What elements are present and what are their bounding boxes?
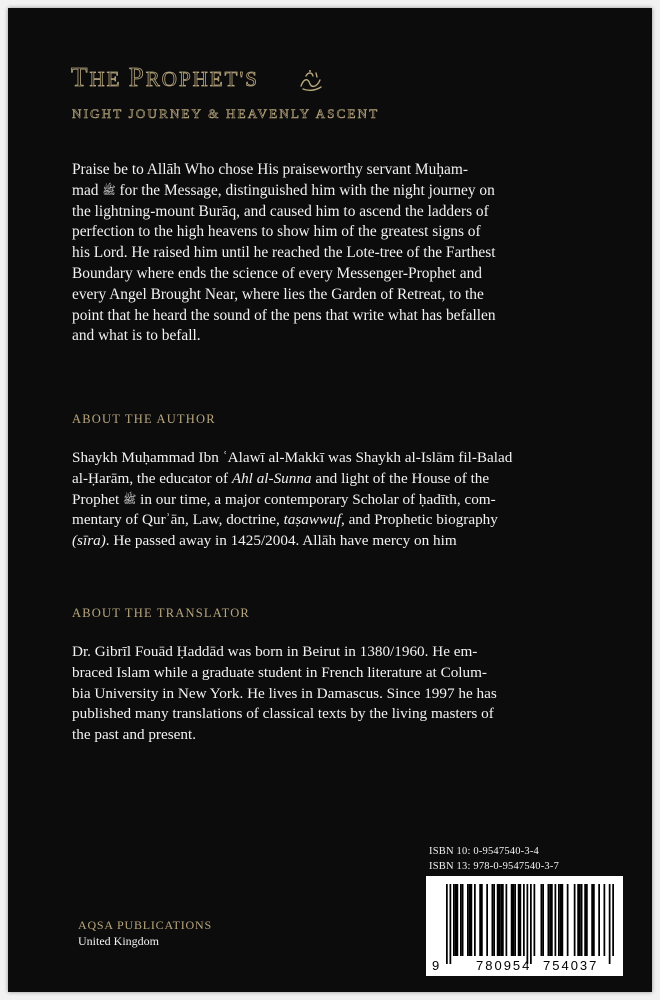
salutation-glyph: ﷺ — [102, 184, 116, 197]
barcode-bar — [574, 884, 576, 956]
barcode-bar — [467, 884, 469, 956]
barcode-bar — [548, 884, 550, 956]
barcode-bar — [513, 884, 515, 956]
barcode-bar — [591, 884, 593, 956]
barcode-bar — [469, 884, 471, 956]
barcode-bar — [450, 884, 452, 964]
barcode-bar — [506, 884, 508, 956]
barcode-bar — [446, 884, 448, 964]
barcode-bar — [457, 884, 459, 956]
barcode-bar — [577, 884, 579, 956]
barcode-bar — [502, 884, 504, 956]
barcode-bar — [579, 884, 581, 956]
barcode-bar — [493, 884, 495, 956]
barcode-bar — [527, 884, 529, 964]
barcode-bar — [549, 884, 551, 956]
isbn-13: ISBN 13: 978-0-9547540-3-7 — [429, 861, 560, 872]
salutation-glyph: ﷺ — [123, 493, 137, 506]
barcode-bar — [486, 884, 488, 956]
barcode-bar — [500, 884, 502, 956]
barcode-digits-left: 780954 — [476, 958, 532, 973]
barcode-bar — [518, 884, 520, 956]
barcode-bar — [481, 884, 483, 956]
barcode-bar — [558, 884, 560, 956]
about-translator-heading: ABOUT THE TRANSLATOR — [72, 606, 250, 620]
about-translator-text: Dr. Gibrīl Fouād Ḥaddād was born in Beirut in 1380/1960. He em- braced Islam while a graduate student in French literature at Colum- bia University in New York. He lives in Damascus. Since 1997 he has published many translations of classical texts by the living masters of the past and present. — [72, 643, 497, 744]
barcode-bar — [598, 884, 600, 956]
barcode-bar — [462, 884, 464, 956]
barcode-bar — [523, 884, 525, 956]
barcode-bar — [492, 884, 494, 956]
barcode — [426, 876, 623, 976]
about-author-text: Shaykh Muḥammad Ibn ʿAlawī al-Makkī was Shaykh al-Islām fil-Balad al-Ḥarām, the educator of Ahl al-Sunna and light of the House of the Prophet ﷺ in our time, a major contemporary Scholar of ḥadīth, com- mentary of Qurʾān, Law, doctrine, taṣawwuf, and Prophetic biography (sīra). He passed away in 1425/2004. Allāh have mercy on him — [72, 449, 513, 550]
barcode-bar — [479, 884, 481, 956]
blurb-paragraph: Praise be to Allāh Who chose His praiseworthy servant Muḥam- mad ﷺ for the Message, distinguished him with the night journey on the lightning-mount Burāq, and caused him to ascend the ladders of perfection to the high heavens to show him of the greatest signs of his Lord. He raised him until he reached the Lote-tree of the Farthest Boundary where ends the science of every Messenger-Prophet and every Angel Brought Near, where lies the Garden of Retreat, to the point that he heard the sound of the pens that write what has befallen and what is to befall. — [72, 161, 496, 345]
barcode-bar — [530, 884, 532, 964]
barcode-bar — [604, 884, 606, 956]
barcode-bar — [511, 884, 513, 956]
salutation-calligraphy-icon — [298, 68, 324, 92]
barcode-bar — [471, 884, 473, 956]
barcode-bar — [453, 884, 455, 956]
barcode-bar — [542, 884, 544, 956]
about-author-heading: ABOUT THE AUTHOR — [72, 412, 216, 426]
barcode-digit-first: 9 — [432, 958, 440, 973]
barcode-bar — [562, 884, 564, 956]
barcode-bar — [560, 884, 562, 956]
barcode-graphic — [426, 876, 623, 976]
barcode-bar — [460, 884, 462, 956]
barcode-bar — [584, 884, 586, 956]
barcode-digits-right: 754037 — [543, 958, 599, 973]
barcode-bar — [534, 884, 536, 956]
publisher-name: AQSA PUBLICATIONS — [78, 918, 212, 932]
barcode-bar — [497, 884, 499, 956]
barcode-bar — [593, 884, 595, 956]
barcode-bar — [514, 884, 516, 956]
barcode-bar — [551, 884, 553, 956]
barcode-bar — [474, 884, 476, 956]
barcode-bar — [520, 884, 522, 956]
barcode-bar — [581, 884, 583, 956]
book-back-cover — [8, 8, 652, 992]
isbn-10: ISBN 10: 0-9547540-3-4 — [429, 846, 539, 857]
barcode-bar — [541, 884, 543, 956]
book-title: THE PROPHET'S — [71, 62, 259, 92]
barcode-bar — [586, 884, 588, 956]
publisher-location: United Kingdom — [78, 934, 159, 948]
barcode-bar — [499, 884, 501, 956]
barcode-bar — [455, 884, 457, 956]
barcode-bar — [567, 884, 569, 956]
barcode-bar — [609, 884, 611, 964]
barcode-bar — [612, 884, 614, 956]
book-subtitle: NIGHT JOURNEY & HEAVENLY ASCENT — [72, 106, 380, 121]
barcode-bar — [555, 884, 557, 956]
